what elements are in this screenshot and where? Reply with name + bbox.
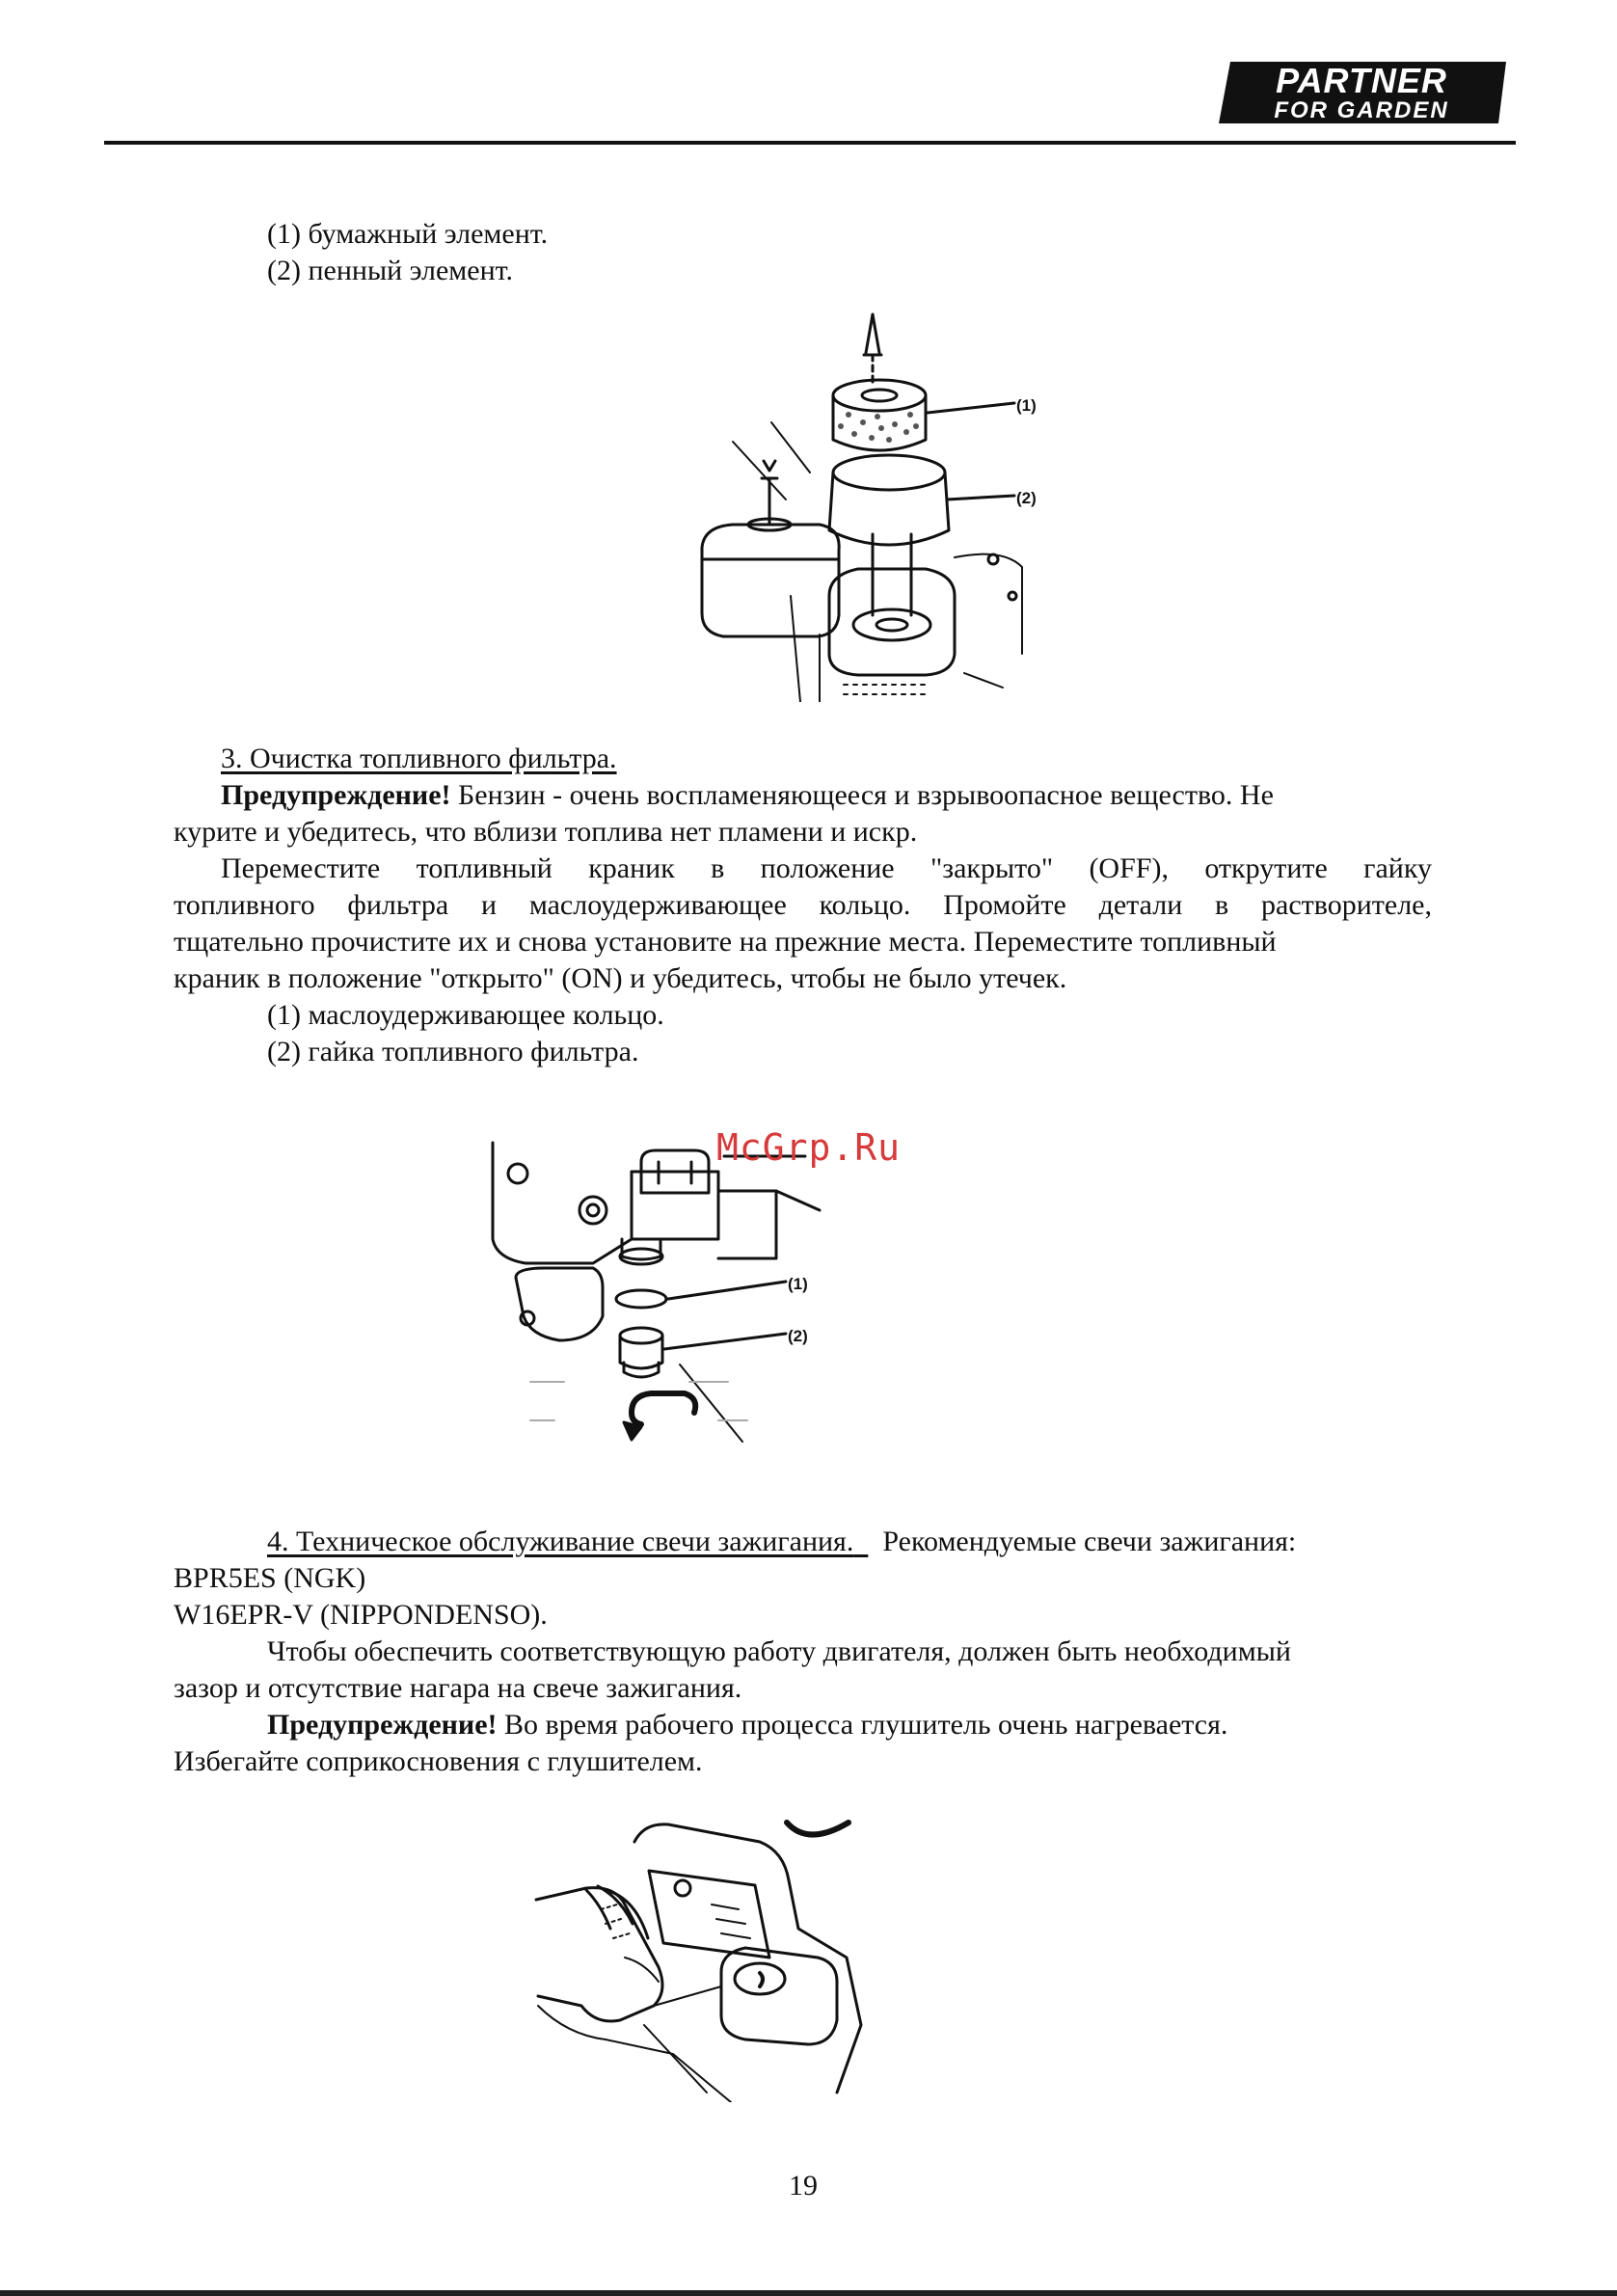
plug-model-2: W16EPR-V (NIPPONDENSO). <box>174 1599 548 1631</box>
plug-heading-tail: Рекомендуемые свечи зажигания: <box>882 1526 1297 1557</box>
fuel-warning-text: Бензин - очень воспламеняющееся и взрывоопасное вещество. Не <box>450 779 1274 811</box>
fuel-fig-label-2: (2) <box>788 1327 808 1345</box>
watermark: McGrp.Ru <box>716 1126 902 1169</box>
air-item-1: (1) бумажный элемент. <box>267 218 549 250</box>
plug-model-1: BPR5ES (NGK) <box>174 1562 366 1594</box>
fuel-filter-figure <box>487 1133 834 1446</box>
spark-plug-figure <box>528 1813 885 2102</box>
plug-warning-line <box>267 1707 1227 1743</box>
fuel-paragraph-2: топливного фильтра и маслоудерживающее кольцо. Промойте детали в растворителе, <box>174 889 1432 921</box>
plug-heading-line <box>267 1524 1296 1560</box>
air-fig-label-2: (2) <box>1016 489 1037 507</box>
plug-warning-cont: Избегайте соприкосновения с глушителем. <box>174 1745 703 1777</box>
fuel-paragraph-3: тщательно прочистите их и снова установите на прежние места. Переместите топливный <box>174 926 1277 958</box>
logo-line2: FOR GARDEN <box>1274 97 1449 123</box>
plug-paragraph-1: Чтобы обеспечить соответствующую работу двигателя, должен быть необходимый <box>267 1635 1291 1667</box>
logo-line1: PARTNER <box>1276 61 1447 100</box>
plug-paragraph-2: зазор и отсутствие нагара на свече зажигания. <box>174 1672 742 1704</box>
air-filter-figure <box>675 307 1061 702</box>
plug-warning-text: Во время рабочего процесса глушитель очень нагревается. <box>497 1709 1228 1741</box>
plug-warning-label: Предупреждение! <box>267 1709 498 1741</box>
page-number: 19 <box>789 2170 818 2201</box>
plug-heading: 4. Техническое обслуживание свечи зажигания. <box>267 1526 854 1557</box>
partner-logo <box>1217 60 1510 127</box>
footer-rule <box>0 2290 1617 2296</box>
air-fig-label-1: (1) <box>1016 396 1037 415</box>
fuel-item-2: (2) гайка топливного фильтра. <box>267 1036 639 1067</box>
fuel-paragraph-1: Переместите топливный краник в положение "закрыто" (OFF), открутите гайку <box>221 852 1432 884</box>
header-rule <box>104 141 1516 145</box>
fuel-item-1: (1) маслоудерживающее кольцо. <box>267 999 664 1031</box>
fuel-paragraph-4: краник в положение "открыто" (ON) и убедитесь, чтобы не было утечек. <box>174 962 1067 994</box>
fuel-warning-label: Предупреждение! <box>221 779 451 811</box>
air-item-2: (2) пенный элемент. <box>267 255 513 286</box>
fuel-fig-label-1: (1) <box>788 1275 808 1293</box>
fuel-warning-cont: курите и убедитесь, что вблизи топлива нет пламени и искр. <box>174 816 918 848</box>
fuel-warning-line <box>221 777 1274 814</box>
fuel-heading: 3. Очистка топливного фильтра. <box>221 743 617 774</box>
